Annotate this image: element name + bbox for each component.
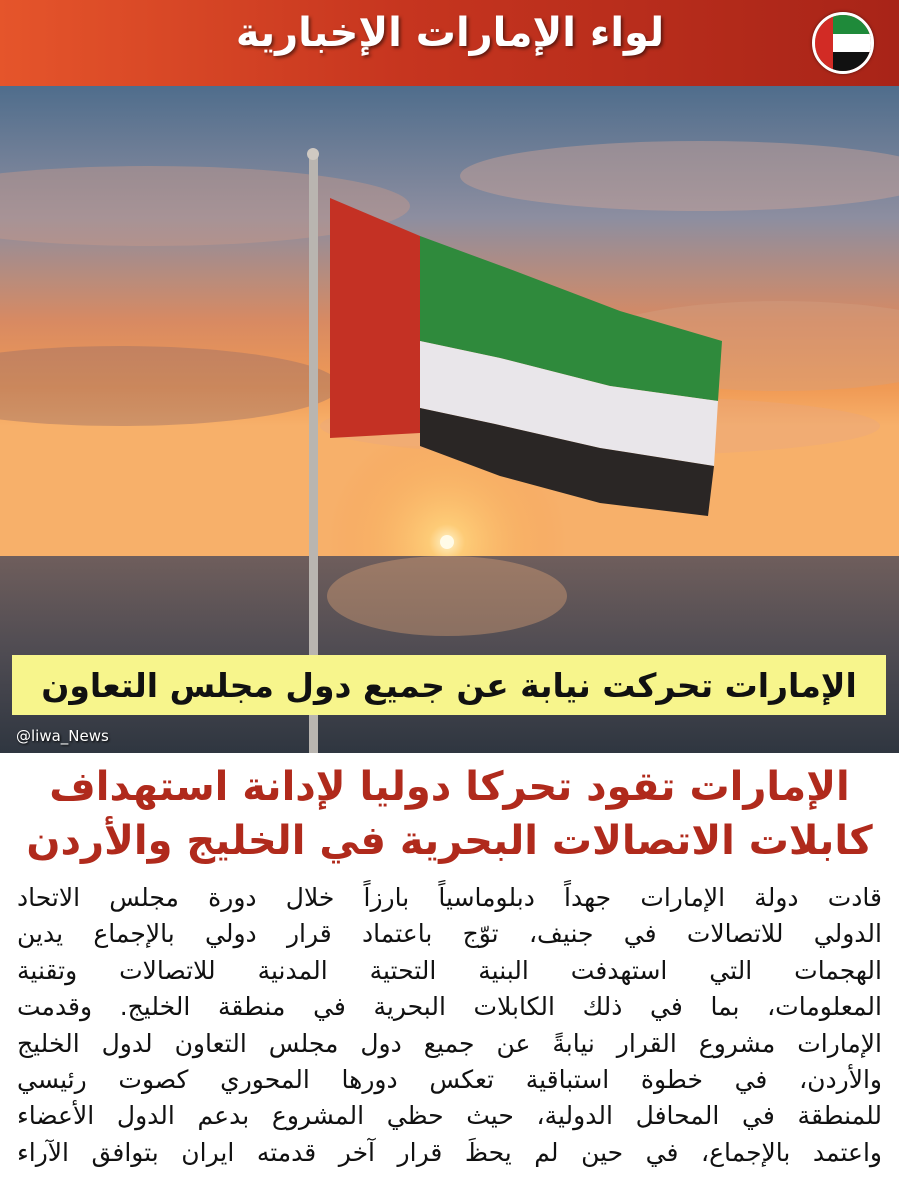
body-line: المعلومات، بما في ذلك الكابلات البحرية في منطقة الخليج. وقدمت: [17, 992, 882, 1022]
body-line: الدولي للاتصالات في جنيف، توّج باعتماد قرار دولي بالإجماع يدين: [17, 919, 882, 949]
body-line: الهجمات التي استهدفت البنية التحتية المدنية للاتصالات وتقنية: [17, 955, 882, 985]
flag-sunset-photo: [0, 86, 899, 753]
header-bar: [0, 0, 899, 86]
site-title: لواء الإمارات الإخبارية: [235, 10, 665, 56]
body-line: للمنطقة في المحافل الدولية، حيث حظي المشروع بدعم الدول الأعضاء: [17, 1101, 882, 1131]
body-line: الإمارات مشروع القرار نيابةً عن جميع دول مجلس التعاون لدول الخليج: [17, 1028, 882, 1058]
body-line: والأردن، في خطوة استباقية تعكس دورها المحوري كصوت رئيسي: [17, 1064, 882, 1094]
social-handle: @liwa_News: [16, 727, 109, 745]
highlight-banner: [12, 655, 886, 715]
body-line: قادت دولة الإمارات جهداً دبلوماسياً بارزاً خلال دورة مجلس الاتحاد: [17, 883, 882, 912]
headline-line-2: كابلات الاتصالات البحرية في الخليج والأردن: [26, 818, 873, 864]
uae-flag-icon: [812, 12, 874, 74]
article-body: [17, 880, 882, 1171]
body-line: واعتمد بالإجماع، في حين لم يحظَ قرار آخر قدمته ايران بتوافق الآراء: [17, 1137, 882, 1167]
headline-line-1: الإمارات تقود تحركا دوليا لإدانة استهداف: [49, 764, 850, 810]
banner-text: الإمارات تحركت نيابة عن جميع دول مجلس التعاون: [41, 665, 857, 705]
article-headline: [0, 760, 899, 868]
